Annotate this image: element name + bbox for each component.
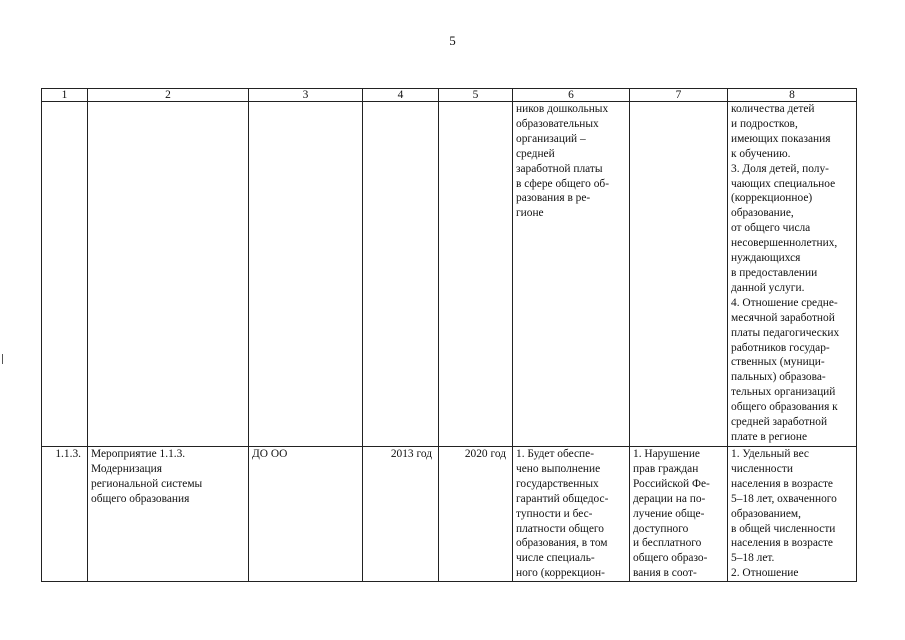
cell-expected-result: ников дошкольных образовательных организаций – средней заработной платы в сфере общего об- разования в ре- гионе	[513, 102, 630, 447]
cell-responsible	[249, 102, 363, 447]
column-number-5: 5	[439, 89, 513, 102]
column-number-8: 8	[728, 89, 857, 102]
cell-start-year: 2013 год	[363, 447, 439, 582]
measures-table	[41, 88, 857, 582]
cell-number: 1.1.3.	[42, 447, 88, 582]
cell-indicators: 1. Удельный вес численности населения в возрасте 5–18 лет, охваченного образованием, в общей численности населения в возрасте 5–18 лет. 2. Отношение	[728, 447, 857, 582]
cell-start-year	[363, 102, 439, 447]
column-number-1: 1	[42, 89, 88, 102]
cell-expected-result: 1. Будет обеспе- чено выполнение государственных гарантий общедос- тупности и бес- платности общего образования, в том числе специаль- ного (коррекцион-	[513, 447, 630, 582]
cell-end-year	[439, 102, 513, 447]
cell-measure-name	[88, 102, 249, 447]
cell-end-year: 2020 год	[439, 447, 513, 582]
page-number: 5	[449, 33, 456, 48]
table-row-1-1-3	[42, 447, 857, 582]
column-number-2: 2	[88, 89, 249, 102]
column-number-7: 7	[630, 89, 728, 102]
cell-consequences	[630, 102, 728, 447]
cell-responsible: ДО ОО	[249, 447, 363, 582]
column-number-3: 3	[249, 89, 363, 102]
cell-consequences: 1. Нарушение прав граждан Российской Фе- дерации на по- лучение обще- доступного и бесплатного общего образо- вания в соот-	[630, 447, 728, 582]
cell-number	[42, 102, 88, 447]
column-number-row	[42, 89, 857, 102]
table-row-continuation	[42, 102, 857, 447]
margin-mark	[2, 354, 3, 364]
cell-measure-name: Мероприятие 1.1.3. Модернизация региональной системы общего образования	[88, 447, 249, 582]
column-number-6: 6	[513, 89, 630, 102]
column-number-4: 4	[363, 89, 439, 102]
cell-indicators: количества детей и подростков, имеющих показания к обучению. 3. Доля детей, полу- чающих специальное (коррекционное) образование, от общего числа несовершеннолетних, нуждающихся в предоставлении данной услуги. 4. Отношение средне- месячной заработной платы педагогических работников государ- ственных (муници- пальных) образова- тельных организаций общего образования к средней заработной плате в регионе	[728, 102, 857, 447]
